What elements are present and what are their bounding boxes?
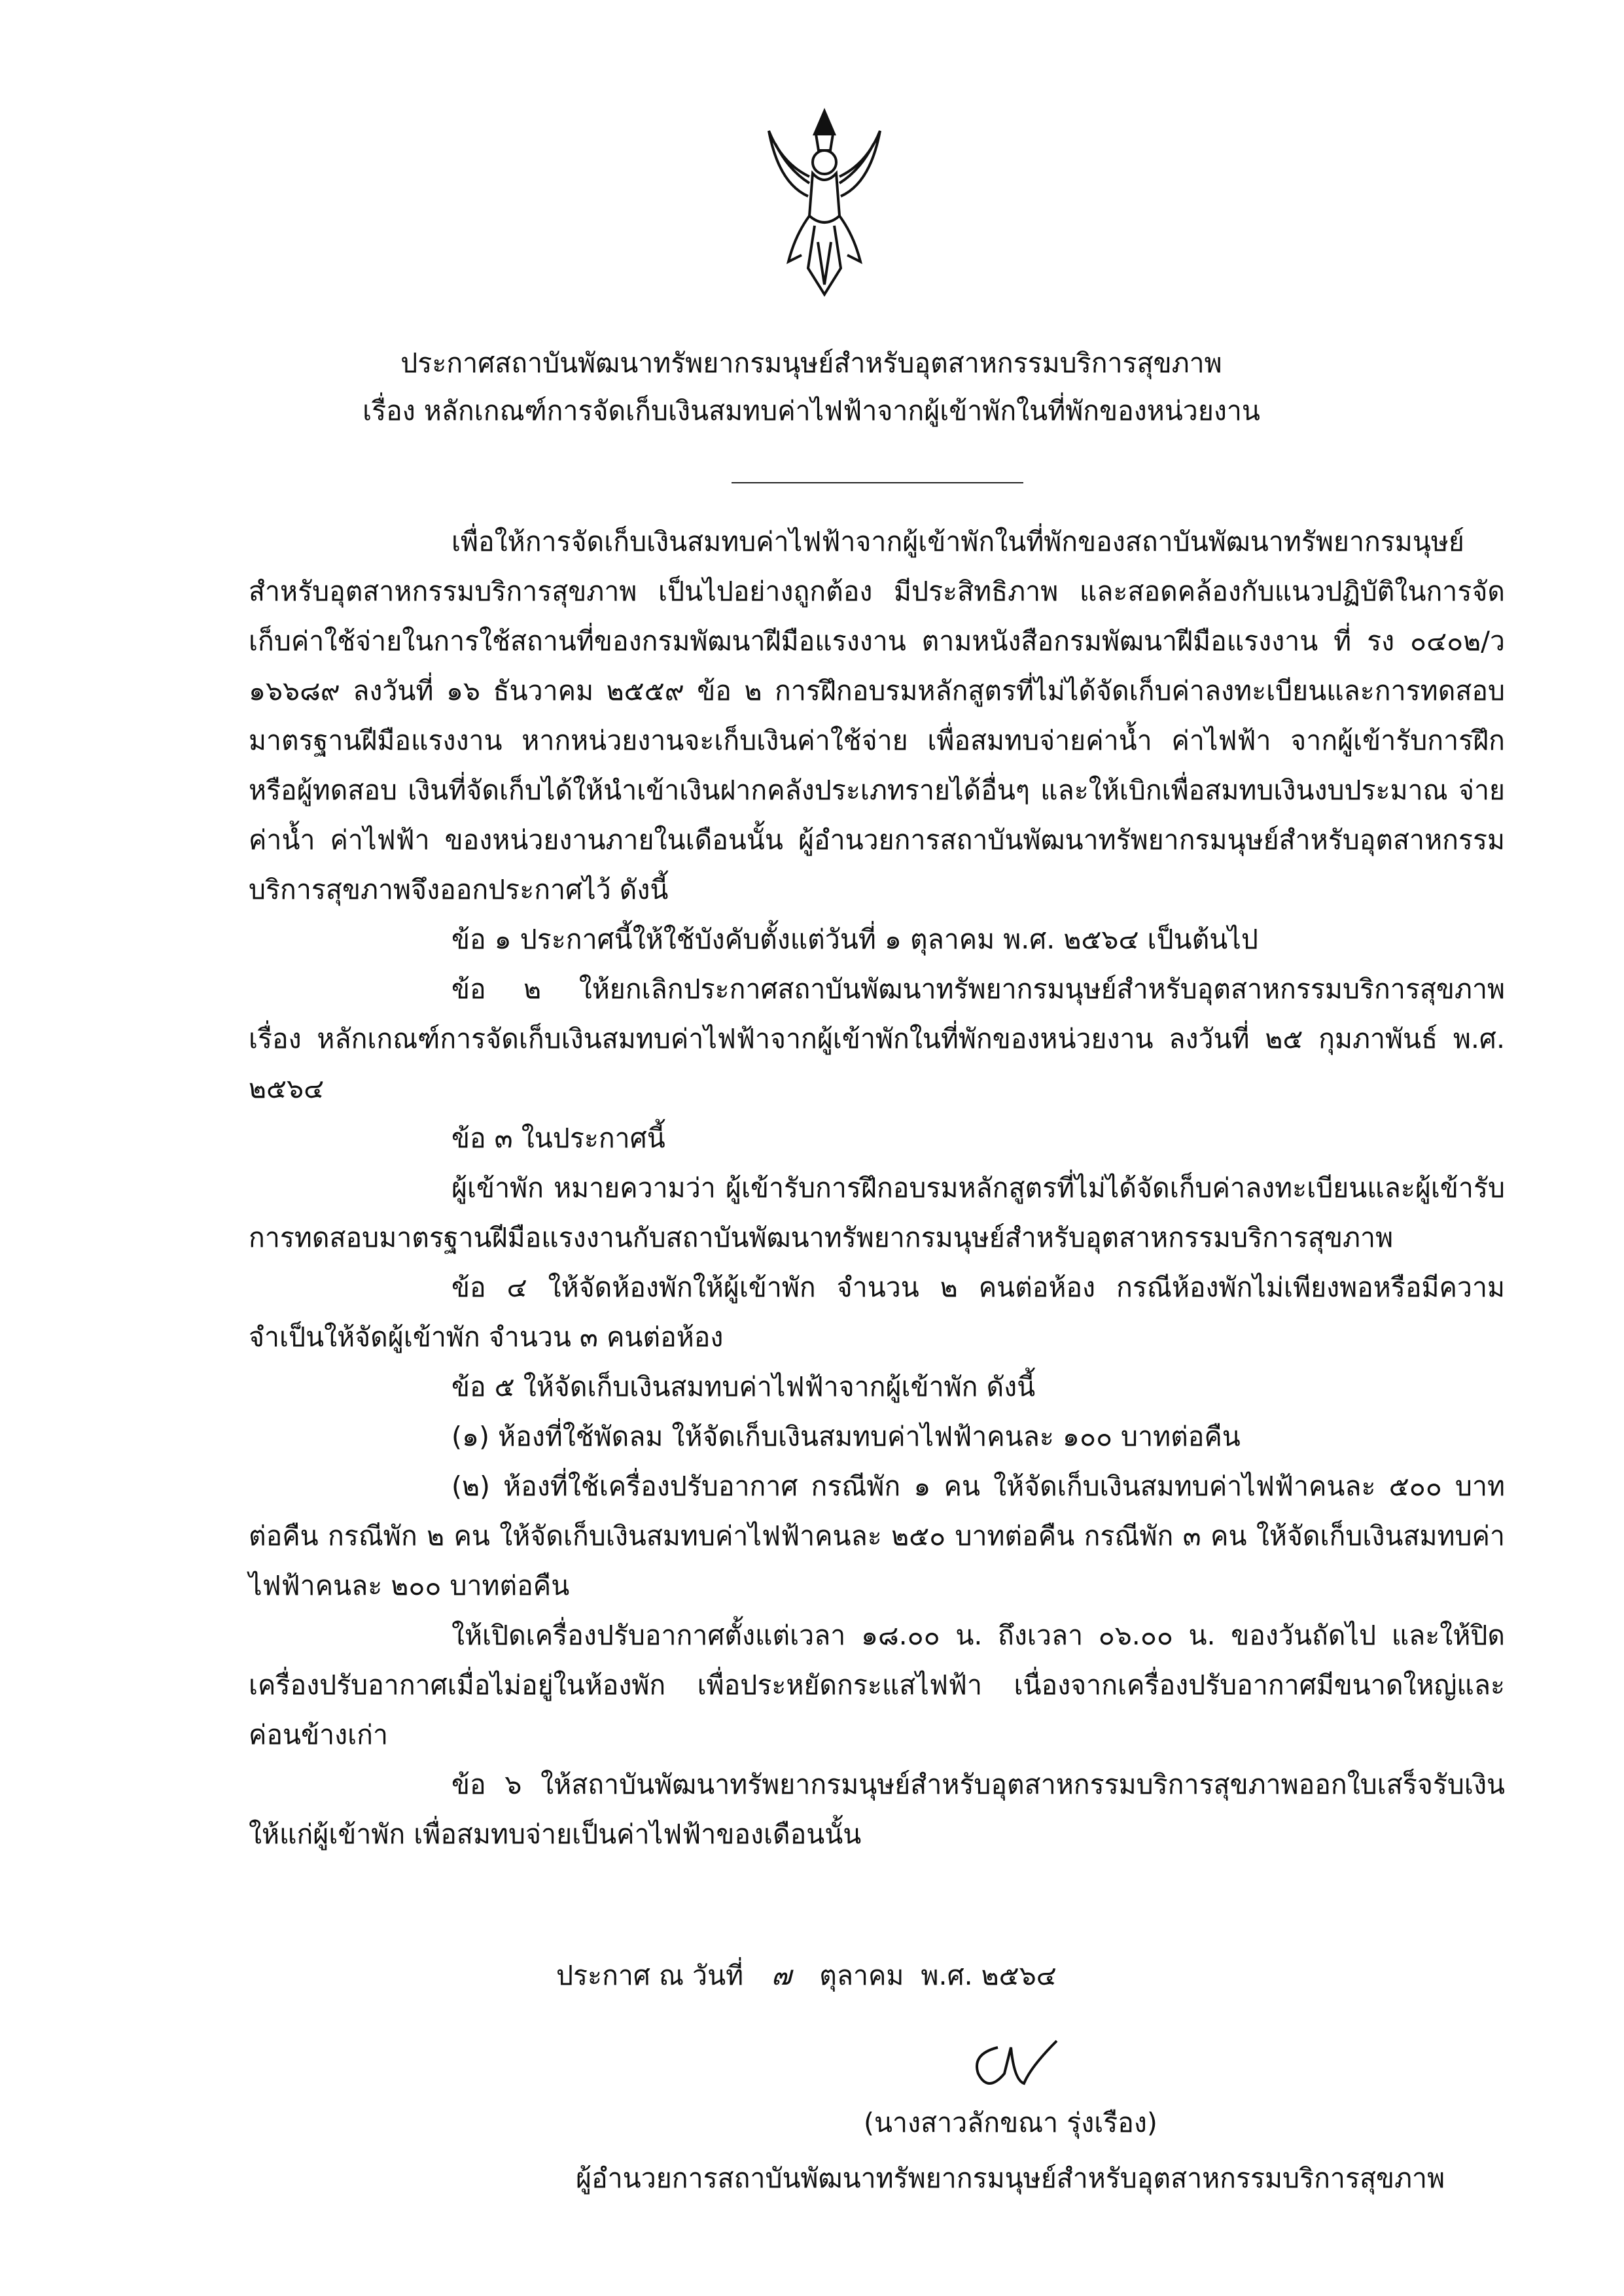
clause-5: ข้อ ๕ ให้จัดเก็บเงินสมทบค่าไฟฟ้าจากผู้เข้าพัก ดังนี้	[451, 1371, 1036, 1402]
clause-2: ข้อ ๒ ให้ยกเลิกประกาศสถาบันพัฒนาทรัพยากรมนุษย์สำหรับอุตสาหกรรมบริการสุขภาพ เรื่อง หลักเกณฑ์การจัดเก็บเงินสมทบค่าไฟฟ้าจากผู้เข้าพักในที่พักของหน่วยงาน ลงวันที่ ๒๕ กุมภาพันธ์ พ.ศ. ๒๕๖๔	[249, 973, 1505, 1104]
signatory-name: (นางสาวลักขณา รุ่งเรือง)	[864, 2107, 1157, 2138]
announcement-subject: เรื่อง หลักเกณฑ์การจัดเก็บเงินสมทบค่าไฟฟ้าจากผู้เข้าพักในที่พักของหน่วยงาน	[362, 395, 1260, 426]
clause-3-definition: ผู้เข้าพัก หมายความว่า ผู้เข้ารับการฝึกอบรมหลักสูตรที่ไม่ได้จัดเก็บค่าลงทะเบียนและผู้เข้ารับการทดสอบมาตรฐานฝีมือแรงงานกับสถาบันพัฒนาทรัพยากรมนุษย์สำหรับอุตสาหกรรมบริการสุขภาพ	[249, 1172, 1505, 1253]
date-day: ๗	[771, 1960, 792, 1991]
title-divider	[732, 482, 1023, 483]
announcement-body	[249, 517, 1505, 1859]
clause-5-item-1: (๑) ห้องที่ใช้พัดลม ให้จัดเก็บเงินสมทบค่าไฟฟ้าคนละ ๑๐๐ บาทต่อคืน	[451, 1421, 1241, 1452]
preamble-paragraph: เพื่อให้การจัดเก็บเงินสมทบค่าไฟฟ้าจากผู้เข้าพักในที่พักของสถาบันพัฒนาทรัพยากรมนุษย์สำหรับอุตสาหกรรมบริการสุขภาพ เป็นไปอย่างถูกต้อง มีประสิทธิภาพ และสอดคล้องกับแนวปฏิบัติในการจัดเก็บค่าใช้จ่ายในการใช้สถานที่ของกรมพัฒนาฝีมือแรงงาน ตามหนังสือกรมพัฒนาฝีมือแรงงาน ที่ รง ๐๔๐๒/ว ๑๖๖๘๙ ลงวันที่ ๑๖ ธันวาคม ๒๕๕๙ ข้อ ๒ การฝึกอบรมหลักสูตรที่ไม่ได้จัดเก็บค่าลงทะเบียนและการทดสอบมาตรฐานฝีมือแรงงาน หากหน่วยงานจะเก็บเงินค่าใช้จ่าย เพื่อสมทบจ่ายค่าน้ำ ค่าไฟฟ้า จากผู้เข้ารับการฝึกหรือผู้ทดสอบ เงินที่จัดเก็บได้ให้นำเข้าเงินฝากคลังประเภทรายได้อื่นๆ และให้เบิกเพื่อสมทบเงินงบประมาณ จ่ายค่าน้ำ ค่าไฟฟ้า ของหน่วยงานภายในเดือนนั้น ผู้อำนวยการสถาบันพัฒนาทรัพยากรมนุษย์สำหรับอุตสาหกรรมบริการสุขภาพจึงออกประกาศไว้ ดังนี้	[249, 526, 1505, 905]
clause-3: ข้อ ๓ ในประกาศนี้	[451, 1122, 665, 1154]
handwritten-signature	[959, 2034, 1070, 2100]
announcement-date	[556, 1956, 1057, 1995]
clause-1: ข้อ ๑ ประกาศนี้ให้ใช้บังคับตั้งแต่วันที่ ๑ ตุลาคม พ.ศ. ๒๕๖๔ เป็นต้นไป	[451, 924, 1258, 955]
date-prefix: ประกาศ ณ วันที่	[556, 1960, 744, 1991]
clause-5-note: ให้เปิดเครื่องปรับอากาศตั้งแต่เวลา ๑๘.๐๐ น. ถึงเวลา ๐๖.๐๐ น. ของวันถัดไป และให้ปิดเครื่องปรับอากาศเมื่อไม่อยู่ในห้องพัก เพื่อประหยัดกระแสไฟฟ้า เนื่องจากเครื่องปรับอากาศมีขนาดใหญ่และค่อนข้างเก่า	[249, 1620, 1505, 1750]
clause-5-item-2: (๒) ห้องที่ใช้เครื่องปรับอากาศ กรณีพัก ๑ คน ให้จัดเก็บเงินสมทบค่าไฟฟ้าคนละ ๕๐๐ บาทต่อคืน กรณีพัก ๒ คน ให้จัดเก็บเงินสมทบค่าไฟฟ้าคนละ ๒๕๐ บาทต่อคืน กรณีพัก ๓ คน ให้จัดเก็บเงินสมทบค่าไฟฟ้าคนละ ๒๐๐ บาทต่อคืน	[249, 1470, 1505, 1601]
garuda-emblem	[762, 105, 887, 301]
signatory-position: ผู้อำนวยการสถาบันพัฒนาทรัพยากรมนุษย์สำหรับอุตสาหกรรมบริการสุขภาพ	[576, 2163, 1445, 2194]
announcement-title: ประกาศสถาบันพัฒนาทรัพยากรมนุษย์สำหรับอุตสาหกรรมบริการสุขภาพ	[400, 347, 1222, 379]
clause-6: ข้อ ๖ ให้สถาบันพัฒนาทรัพยากรมนุษย์สำหรับอุตสาหกรรมบริการสุขภาพออกใบเสร็จรับเงินให้แก่ผู้เข้าพัก เพื่อสมทบจ่ายเป็นค่าไฟฟ้าของเดือนนั้น	[249, 1769, 1505, 1850]
clause-4: ข้อ ๔ ให้จัดห้องพักให้ผู้เข้าพัก จำนวน ๒ คนต่อห้อง กรณีห้องพักไม่เพียงพอหรือมีความจำเป็นให้จัดผู้เข้าพัก จำนวน ๓ คนต่อห้อง	[249, 1272, 1505, 1353]
date-month-year: ตุลาคม พ.ศ. ๒๕๖๔	[819, 1960, 1057, 1991]
